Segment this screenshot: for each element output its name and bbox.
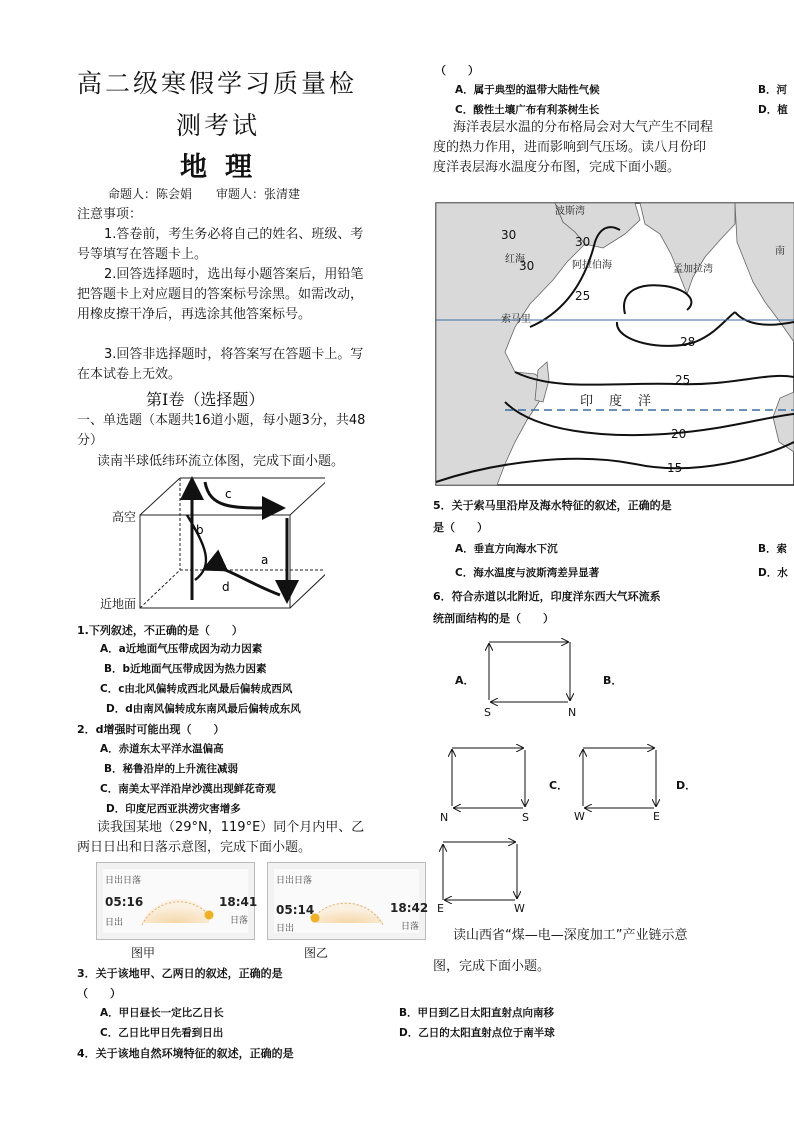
box-d-left-label: W <box>574 810 585 823</box>
card-b-sunrise-time: 05:14 <box>276 903 315 917</box>
caption-a: 图甲 <box>131 946 156 960</box>
isotherm-label-30c: 30 <box>575 235 591 249</box>
map-label-bay-of-bengal: 孟加拉湾 <box>673 264 713 275</box>
q3-option-c[interactable]: C．乙日比甲日先看到日出 <box>100 1027 224 1039</box>
q5-paren: 是（ ） <box>433 521 488 534</box>
sunrise-card-a <box>96 862 258 940</box>
coal-intro: 读山西省“煤—电—深度加工”产业链示意 <box>453 928 688 943</box>
arrow-label-c: c <box>225 487 232 501</box>
q3-stem: 3．关于该地甲、乙两日的叙述，正确的是 <box>77 967 283 980</box>
circulation-options <box>425 630 685 920</box>
q4-paren: （ ） <box>435 64 479 77</box>
card-b-sunset-label: 日落 <box>401 922 420 932</box>
arrow-label-b: b <box>196 523 204 537</box>
cell-intro: 读南半球低纬环流立体图，完成下面小题。 <box>97 454 345 469</box>
q4-option-b[interactable]: B．河 <box>758 84 788 96</box>
q2-option-a[interactable]: A．赤道东太平洋水温偏高 <box>100 743 224 755</box>
map-label-arabian-sea: 阿拉伯海 <box>572 260 612 271</box>
q3-option-a[interactable]: A．甲日昼长一定比乙日长 <box>100 1007 224 1019</box>
q1-option-c[interactable]: C．c由北风偏转成西北风最后偏转成西风 <box>100 683 293 695</box>
q2-option-c[interactable]: C．南美太平洋沿岸沙漠出现鲜花奇观 <box>100 783 276 795</box>
card-b-sunrise-label: 日出 <box>276 924 295 934</box>
q6-stem-2: 统剖面结构的是（ ） <box>433 612 554 625</box>
notice-item-2: 2.回答选择题时，选出每小题答案后，用铅笔把答题卡上对应题目的答案标号涂黑。如需改动，用橡皮擦干净后，再选涂其他答案标号。 <box>77 267 364 322</box>
isotherm-label-30b: 30 <box>519 259 535 273</box>
card-a-title: 日出日落 <box>105 876 142 886</box>
card-b-sunset-time: 18:42 <box>390 901 429 915</box>
box-e-left-label: E <box>437 902 444 915</box>
q4-option-c[interactable]: C．酸性土壤广布有利茶树生长 <box>455 104 600 116</box>
card-a-sunset-time: 18:41 <box>219 895 258 909</box>
box-c-right-label: S <box>522 811 529 824</box>
map-label-fragment-south: 南 <box>775 246 785 257</box>
notice-item-1: 1.答卷前，考生务必将自己的姓名、班级、考号等填写在答题卡上。 <box>77 227 364 262</box>
card-a-sunrise-label: 日出 <box>105 918 124 928</box>
section-part: 一、单选题（本题共16道小题，每小题3分，共48分） <box>77 413 366 448</box>
q6-option-b[interactable]: B． <box>603 674 623 687</box>
box-d-right-label: E <box>653 810 660 823</box>
q6-option-d[interactable]: D． <box>676 779 697 792</box>
subject-title: 地理 <box>180 152 270 183</box>
indian-ocean-map <box>435 202 794 486</box>
q6-option-c[interactable]: C． <box>549 779 569 792</box>
card-b-title: 日出日落 <box>276 876 313 886</box>
label-near-ground: 近地面 <box>100 597 137 611</box>
q1-option-d[interactable]: D．d由南风偏转成东南风最后偏转成东风 <box>106 703 301 715</box>
q3-option-d[interactable]: D．乙日的太阳直射点位于南半球 <box>399 1027 555 1039</box>
arrow-label-d: d <box>222 580 230 594</box>
exam-title-line1: 高二级寒假学习质量检 <box>77 69 358 98</box>
box-a-right-label: N <box>568 706 577 719</box>
map-label-persian-gulf: 波斯湾 <box>555 206 585 217</box>
q2-option-b[interactable]: B．秘鲁沿岸的上升流往减弱 <box>104 763 239 775</box>
box-a-left-label: S <box>484 706 491 719</box>
q1-option-a[interactable]: A．a近地面气压带成因为动力因素 <box>100 643 263 655</box>
arrow-label-a: a <box>261 553 269 567</box>
sunrise-card-b <box>267 862 429 940</box>
map-label-red-sea: 红海 <box>505 254 525 265</box>
q2-stem: 2．d增强时可能出现（ ） <box>77 723 225 736</box>
caption-b: 图乙 <box>304 946 329 960</box>
q2-option-d[interactable]: D．印度尼西亚洪涝灾害增多 <box>106 803 241 815</box>
isotherm-label-28: 28 <box>680 335 696 349</box>
card-a-sunset-label: 日落 <box>230 916 249 926</box>
map-label-somalia: 索马里 <box>501 314 531 325</box>
authors: 命题人：陈会娟 审题人：张清建 <box>108 187 301 201</box>
map-label-indian-ocean: 印度洋 <box>580 394 668 409</box>
isotherm-label-25b: 25 <box>675 373 691 387</box>
q1-stem: 1.下列叙述，不正确的是（ ） <box>77 624 243 637</box>
q1-option-b[interactable]: B．b近地面气压带成因为热力因素 <box>104 663 267 675</box>
ocean-intro: 海洋表层水温的分布格局会对大气产生不同程度的热力作用，进而影响到气压场。读八月份印度洋表层海水温度分布图，完成下面小题。 <box>433 120 714 175</box>
q5-stem: 5．关于索马里沿岸及海水特征的叙述，正确的是 <box>433 499 672 512</box>
coal-intro-2: 图，完成下面小题。 <box>433 959 551 974</box>
label-high-altitude: 高空 <box>112 510 137 524</box>
sun-intro: 读我国某地（29°N，119°E）同个月内甲、乙两日日出和日落示意图，完成下面小题。 <box>77 820 365 855</box>
isotherm-label-30a: 30 <box>501 228 517 242</box>
q4-option-a[interactable]: A．属于典型的温带大陆性气候 <box>455 84 600 96</box>
box-e-right-label: W <box>514 902 525 915</box>
isotherm-label-15: 15 <box>667 461 683 475</box>
q5-option-a[interactable]: A．垂直方向海水下沉 <box>455 543 558 555</box>
q5-option-c[interactable]: C．海水温度与波斯湾差异显著 <box>455 567 600 579</box>
sun-icon <box>205 911 214 920</box>
card-a-sunrise-time: 05:16 <box>105 895 144 909</box>
q6-stem: 6．符合赤道以北附近，印度洋东西大气环流系 <box>433 590 661 603</box>
q5-option-d[interactable]: D．水 <box>758 567 788 579</box>
q4-stem: 4．关于该地自然环境特征的叙述，正确的是 <box>77 1047 294 1060</box>
notice-heading: 注意事项： <box>77 207 143 222</box>
q3-paren: （ ） <box>77 987 121 1000</box>
box-c-left-label: N <box>440 811 449 824</box>
exam-title-line2: 测考试 <box>176 111 261 140</box>
notice-item-3: 3.回答非选择题时，将答案写在答题卡上。写在本试卷上无效。 <box>77 347 364 382</box>
isotherm-label-20: 20 <box>671 427 687 441</box>
q3-option-b[interactable]: B．甲日到乙日太阳直射点向南移 <box>399 1007 555 1019</box>
section-title: 第Ⅰ卷（选择题） <box>146 390 265 409</box>
circulation-diagram <box>95 470 325 615</box>
q4-option-d[interactable]: D．植 <box>758 104 788 116</box>
q6-option-a[interactable]: A． <box>455 674 475 687</box>
isotherm-label-25a: 25 <box>575 289 591 303</box>
q5-option-b[interactable]: B．索 <box>758 543 788 555</box>
